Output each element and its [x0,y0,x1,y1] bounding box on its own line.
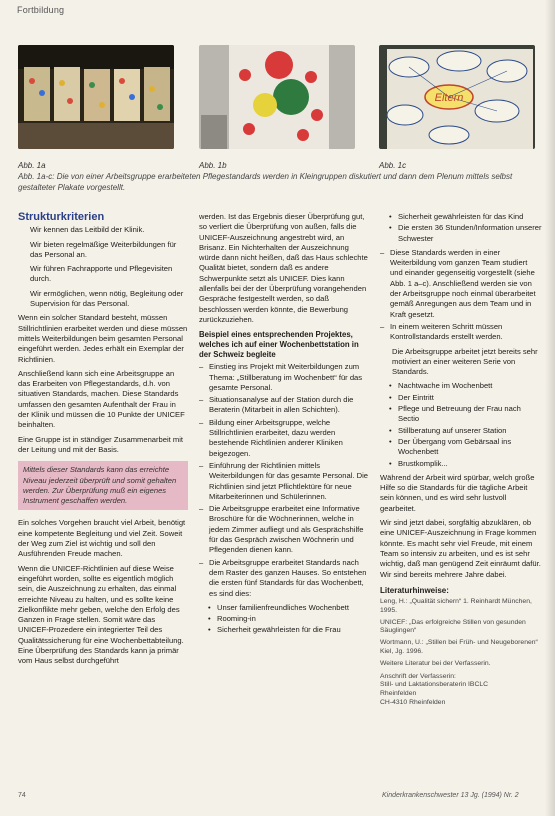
list-item: • Rooming-in [207,614,369,624]
literature-item: Weitere Literatur bei der Verfasserin. [380,659,491,667]
figure-1a-photo [18,45,174,149]
figure-1b-label: Abb. 1b [199,161,227,170]
section-header: Fortbildung [17,5,65,15]
address-line: Still- und Laktationsberaterin IBCLC [380,681,489,689]
list-item: – Die Arbeitsgruppe erarbeitet eine Informative Broschüre für die Wöchnerinnen, welche in jedem Zimmer aufliegt und als Gesprächshilfe für das Gespräch zwischen Wöchnerin und Pflegenden dienen kann. [199,504,369,555]
project-example-heading: Beispiel eines entsprechenden Projektes, welches ich auf einer Wochenbettstation in der Schweiz begleite [199,330,359,360]
address-line: CH-4310 Rheinfelden [380,699,446,707]
project-steps-list-continued [380,248,542,343]
criteria-item: Wir kennen das Leitbild der Klinik. [30,225,145,235]
list-item: – Einstieg ins Projekt mit Weiterbildungen zum Thema: „Stillberatung im Wochenbett“ für das gesamte Personal. [199,362,369,393]
literature-item: Leng, H.: „Qualität sichern“ 1. Reinhardt München, 1995. [380,598,532,614]
figure-caption: Abb. 1a-c: Die von einer Arbeitsgruppe erarbeiteten Pflegestandards werden in Kleingruppen diskutiert und dann dem Plenum mittels selbst gestalteter Plakate vorgestellt. [18,172,513,192]
standards-list-continued [380,212,542,244]
standards-list [199,603,369,636]
body-paragraph: Anschließend kann sich eine Arbeitsgruppe an das Erarbeiten von Pflegestandards, d.h. von situativen Standards, machen. Diese Standards umfassen den gesamten Aufenthalt der Frau in der Klinik und müssen die 10 Punkte der UNICEF beinhalten. [18,368,185,430]
list-item: – Situationsanalyse auf der Station durch die Beraterin (Mitarbeit in allen Schichten). [199,395,369,416]
list-item: • Sicherheit gewährleisten für das Kind [388,212,542,222]
column-3 [380,212,542,708]
body-paragraph: Wenn die UNICEF-Richtlinien auf diese Weise eingeführt worden, sollte es eigentlich möglich sein, die Auszeichnung zu erhalten, das einmal erreichte Niveau zu halten, und es sollte keine Zielkonflikte mehr geben, welche den Erfolg des Ganzen in Frage stellen. Somit wäre das UNICEF-Prozedere ein integrierter Teil des Qualitätssicherung für eine Wochenbettabteilung. Eine Überprüfung des Standards kann ja primär vom Haus selbst durchgeführt [18,563,184,666]
highlight-box: Mittels dieser Standards kann das erreichte Niveau jederzeit überprüft und somit gehalten werden. Zur Überprüfung muß ein eigenes Instrument geschaffen werden. [18,461,188,510]
list-item: • Die ersten 36 Stunden/Information unserer Schwester [388,223,542,244]
author-address [380,673,542,708]
list-item: – Bildung einer Arbeitsgruppe, welche Stillrichtlinien erarbeitet, dazu werden bestehende Richtlinien anderer Kliniken beigezogen. [199,418,369,459]
criteria-item: Wir bieten regelmäßige Weiterbildungen für das Personal an. [30,239,177,259]
list-item: • Pflege und Betreuung der Frau nach Sectio [388,404,542,425]
column-2 [199,212,369,640]
list-item: • Nachtwache im Wochenbett [388,381,542,391]
page-number: 74 [18,792,26,799]
figure-1b-photo [199,45,355,149]
list-item: • Brustkomplik... [388,459,542,469]
address-line: Anschrift der Verfasserin: [380,672,456,680]
body-paragraph: Eine Gruppe ist in ständiger Zusammenarbeit mit der Leitung und mit der Basis. [18,434,184,454]
column-1 [18,212,188,671]
list-item: – Die Arbeitsgruppe erarbeitet Standards nach dem Raster des ganzen Hauses. So entstehen die ersten fünf Standards für das Wochenbett, es sind dies: [199,558,369,599]
body-paragraph: Wenn ein solcher Standard besteht, müssen Stillrichtlinien erarbeitet werden und diese müssen mittels Weiterbildungen beim gesamten Personal eingeführt werden. Jedes erhält ein Exemplar der Richtlinien. [18,313,188,364]
journal-footer: Kinderkrankenschwester 13 Jg. (1994) Nr. 2 [382,792,519,799]
body-paragraph: werden. Ist das Ergebnis dieser Überprüfung gut, so verliert die Überprüfung von außen, falls die UNICEF-Auszeichnung angestrebt wird, an Brisanz. Ein Nichterhalten der Auszeichnung würde dann nicht heißen, daß das Haus schlechte Qualität bietet, sondern daß es andere Schwerpunkte setzt als UNICEF. Dies kann allenfalls bei der der Überprüfung vorangehenden Gespräche festgestellt werden, so daß beschlossen werden könnte, die Bewerbung zurückzuziehen. [199,212,368,324]
list-item: • Sicherheit gewährleisten für die Frau [207,625,369,635]
literature-item: UNICEF: „Das erfolgreiche Stillen von gesunden Säuglingen“ [380,618,526,635]
list-item: • Stillberatung auf unserer Station [388,426,542,436]
project-steps-list [199,362,369,599]
section-heading-strukturkriterien: Strukturkriterien [18,211,105,223]
list-item: – In einem weiteren Schritt müssen Kontrollstandards erstellt werden. [380,322,542,343]
criteria-list [18,225,188,309]
literature-item: Wortmann, U.: „Stillen bei Früh- und Neugeborenen“ Kiel, Jg. 1996. [380,639,538,656]
list-item: • Unser familienfreundliches Wochenbett [207,603,369,613]
body-paragraph: Die Arbeitsgruppe arbeitet jetzt bereits sehr motiviert an einer weiteren Serie von Standards. [392,346,538,377]
poster-eltern-text: Eltern [434,92,464,104]
list-item: – Diese Standards werden in einer Weiterbildung vom ganzen Team studiert und einander gegenseitig vorgestellt (siehe Abb. 1 a–c). Anschließend werden sie von der Arbeitsgruppe noch einmal überarbeitet gemäß Anregungen aus dem Team und in Kraft gesetzt. [380,248,542,320]
page-fold-shadow [545,0,555,816]
criteria-item: Wir ermöglichen, wenn nötig, Begleitung oder Supervision für das Personal. [30,288,184,309]
address-line: Rheinfelden [380,690,417,698]
figure-1c-label: Abb. 1c [379,161,407,170]
body-paragraph: Während der Arbeit wird spürbar, welch große Hilfe so die Standards für die tägliche Arbeit sein können, und es wird sehr lustvoll gearbeitet. [380,472,535,513]
list-item: – Einführung der Richtlinien mittels Weiterbildungen für das gesamte Personal. Die Richtlinien sind jetzt Pflichtlektüre für neue Mitarbeiterinnen und Schülerinnen. [199,461,369,502]
figure-1c-photo [379,45,535,149]
body-paragraph: Ein solches Vorgehen braucht viel Arbeit, benötigt eine kompetente Begleitung und viel Zeit. Soweit der Weg zum Ziel ist wichtig und soll den Ausführenden Freude machen. [18,518,186,559]
body-paragraph: Wir sind jetzt dabei, sorgfältig abzuklären, ob eine UNICEF-Auszeichnung in Frage kommen könnte. Es macht sehr viel Freude, mit einem Team so intensiv zu arbeiten, und es ist sehr wichtig, daß man genügend Zeit einräumt dafür. Wir sind bereits mehrere Jahre dabei. [380,518,541,579]
literature-heading: Literaturhinweise: [380,585,449,595]
list-item: • Der Übergang vom Gebärsaal ins Wochenbett [388,437,542,458]
criteria-item: Wir führen Fachrapporte und Pflegevisiten durch. [30,264,173,284]
literature-list [380,598,542,669]
list-item: • Der Eintritt [388,393,542,403]
new-standards-list [380,381,542,468]
figure-1a-label: Abb. 1a [18,161,46,170]
